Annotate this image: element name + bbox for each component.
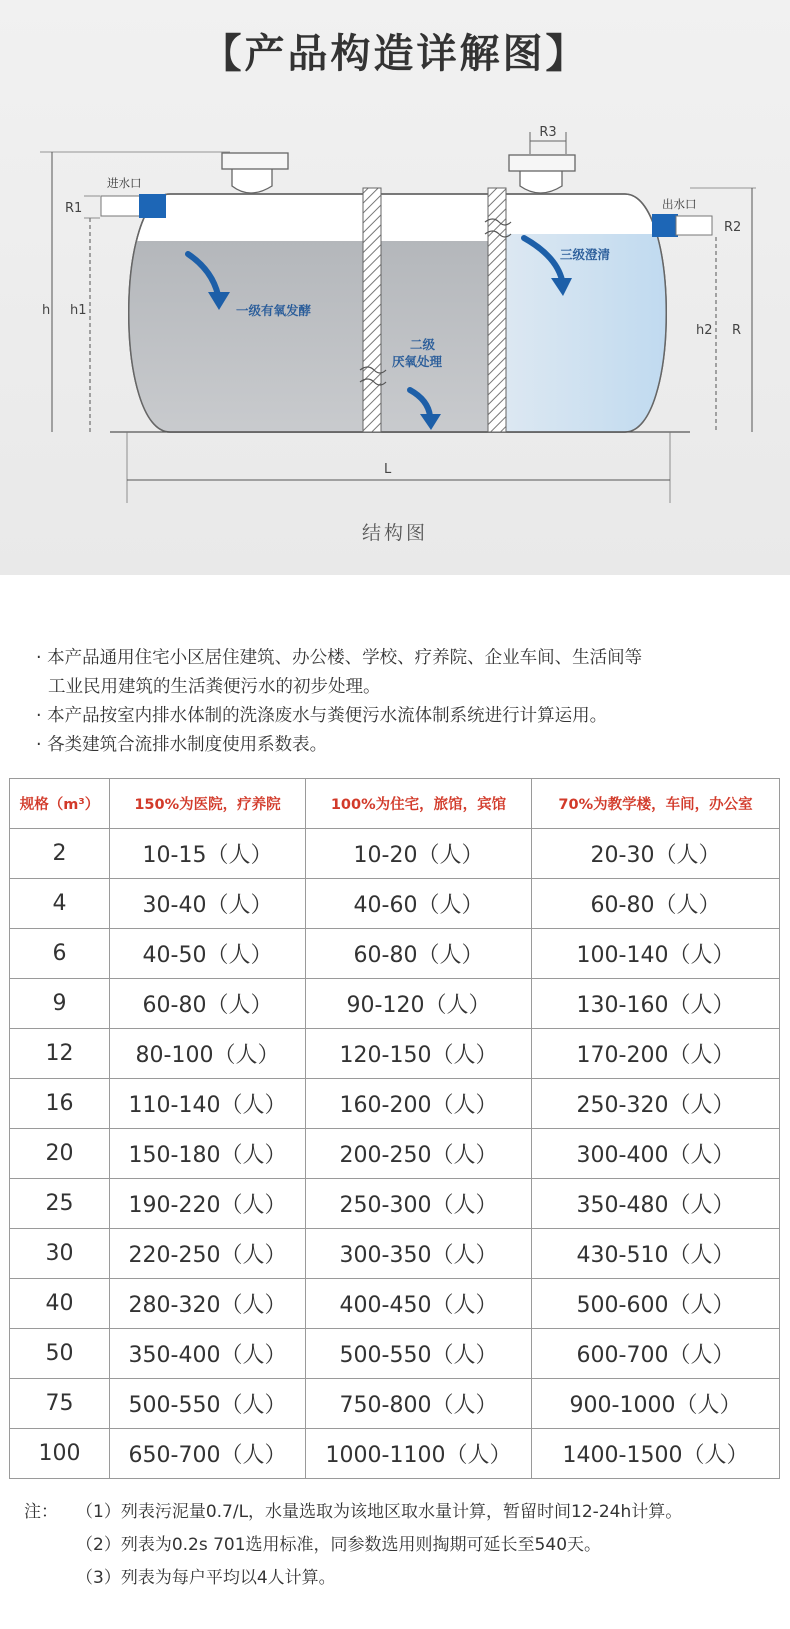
table-cell: 250-300（人） [306, 1179, 532, 1229]
table-cell: 30 [10, 1229, 110, 1279]
label-stage2-a: 二级 [410, 337, 436, 352]
structure-diagram [0, 120, 790, 520]
notes-label: 注： [24, 1502, 58, 1522]
label-r1: R1 [65, 201, 83, 216]
table-cell: 250-320（人） [532, 1079, 780, 1129]
table-cell: 2 [10, 829, 110, 879]
table-row [10, 829, 780, 879]
label-r2: R2 [724, 220, 742, 235]
manhole-right [509, 155, 575, 193]
table-cell: 160-200（人） [306, 1079, 532, 1129]
table-cell: 350-480（人） [532, 1179, 780, 1229]
table-cell: 10-20（人） [306, 829, 532, 879]
label-stage1: 一级有氧发酵 [236, 303, 312, 318]
table-cell: 30-40（人） [110, 879, 306, 929]
table-body [10, 829, 780, 1479]
outlet-fitting [652, 214, 678, 237]
table-cell: 40-60（人） [306, 879, 532, 929]
table-row [10, 1079, 780, 1129]
header-residential: 100%为住宅，旅馆，宾馆 [306, 779, 532, 829]
table-cell: 150-180（人） [110, 1129, 306, 1179]
header-hospital: 150%为医院，疗养院 [110, 779, 306, 829]
table-cell: 10-15（人） [110, 829, 306, 879]
table-cell: 400-450（人） [306, 1279, 532, 1329]
table-cell: 430-510（人） [532, 1229, 780, 1279]
inlet-pipe [101, 196, 141, 216]
label-r3: R3 [539, 125, 557, 140]
label-h: h [42, 303, 51, 318]
label-l: L [384, 462, 392, 477]
blue-water [490, 234, 690, 436]
table-cell: 25 [10, 1179, 110, 1229]
table-cell: 40-50（人） [110, 929, 306, 979]
intro-line: · 本产品按室内排水体制的洗涤废水与粪便污水流体制系统进行计算运用。 [36, 706, 608, 726]
table-cell: 90-120（人） [306, 979, 532, 1029]
table-cell: 60-80（人） [532, 879, 780, 929]
table-row [10, 1329, 780, 1379]
table-cell: 40 [10, 1279, 110, 1329]
table-cell: 200-250（人） [306, 1129, 532, 1179]
label-h2: h2 [696, 323, 713, 338]
table-row [10, 1379, 780, 1429]
table-cell: 50 [10, 1329, 110, 1379]
label-outlet: 出水口 [662, 197, 697, 211]
table-cell: 1000-1100（人） [306, 1429, 532, 1479]
table-cell: 12 [10, 1029, 110, 1079]
note-item: （1）列表污泥量0.7/L，水量选取为该地区取水量计算，暂留时间12-24h计算。 [76, 1502, 683, 1522]
table-row [10, 979, 780, 1029]
manhole-left [222, 153, 288, 193]
table-cell: 6 [10, 929, 110, 979]
table-cell: 750-800（人） [306, 1379, 532, 1429]
table-cell: 4 [10, 879, 110, 929]
table-row [10, 1229, 780, 1279]
table-cell: 20 [10, 1129, 110, 1179]
table-cell: 110-140（人） [110, 1079, 306, 1129]
table-cell: 280-320（人） [110, 1279, 306, 1329]
header-spec: 规格（m³） [10, 779, 110, 829]
intro-line: 工业民用建筑的生活粪便污水的初步处理。 [48, 677, 381, 697]
table-cell: 190-220（人） [110, 1179, 306, 1229]
table-row [10, 1429, 780, 1479]
intro-line: · 各类建筑合流排水制度使用系数表。 [36, 735, 328, 755]
notes [24, 1496, 774, 1595]
table-cell: 75 [10, 1379, 110, 1429]
header-school: 70%为教学楼，车间，办公室 [532, 779, 780, 829]
table-cell: 60-80（人） [306, 929, 532, 979]
table-cell: 130-160（人） [532, 979, 780, 1029]
label-stage2-b: 厌氧处理 [392, 354, 443, 369]
table-cell: 600-700（人） [532, 1329, 780, 1379]
table-cell: 100-140（人） [532, 929, 780, 979]
intro-line: · 本产品通用住宅小区居住建筑、办公楼、学校、疗养院、企业车间、生活间等 [36, 648, 643, 668]
partition-left [363, 188, 381, 432]
table-cell: 650-700（人） [110, 1429, 306, 1479]
table-cell: 170-200（人） [532, 1029, 780, 1079]
table-cell: 500-550（人） [110, 1379, 306, 1429]
label-inlet: 进水口 [107, 176, 142, 190]
table-cell: 300-350（人） [306, 1229, 532, 1279]
table-row [10, 929, 780, 979]
table-cell: 300-400（人） [532, 1129, 780, 1179]
structure-section [0, 0, 790, 575]
table-cell: 500-550（人） [306, 1329, 532, 1379]
table-header-row [10, 779, 780, 829]
table-cell: 60-80（人） [110, 979, 306, 1029]
label-r: R [732, 323, 742, 338]
table-row [10, 1129, 780, 1179]
table-row [10, 879, 780, 929]
page-title: 【产品构造详解图】 [201, 31, 589, 77]
diagram-caption: 结构图 [361, 522, 428, 544]
table-cell: 16 [10, 1079, 110, 1129]
table-cell: 20-30（人） [532, 829, 780, 879]
table-cell: 9 [10, 979, 110, 1029]
label-h1: h1 [70, 303, 87, 318]
capacity-table [9, 778, 780, 1479]
table-row [10, 1179, 780, 1229]
outlet-pipe [676, 216, 712, 235]
table-cell: 120-150（人） [306, 1029, 532, 1079]
table-cell: 100 [10, 1429, 110, 1479]
product-intro [36, 644, 776, 760]
table-cell: 80-100（人） [110, 1029, 306, 1079]
inlet-fitting [139, 194, 166, 218]
table-row [10, 1279, 780, 1329]
table-cell: 350-400（人） [110, 1329, 306, 1379]
table-cell: 1400-1500（人） [532, 1429, 780, 1479]
table-cell: 500-600（人） [532, 1279, 780, 1329]
table-cell: 900-1000（人） [532, 1379, 780, 1429]
label-stage3: 三级澄清 [560, 247, 611, 262]
table-cell: 220-250（人） [110, 1229, 306, 1279]
table-row [10, 1029, 780, 1079]
note-item: （2）列表为0.2s 701选用标准，同参数选用则掏期可延长至540天。 [76, 1535, 602, 1555]
note-item: （3）列表为每户平均以4人计算。 [76, 1568, 336, 1588]
